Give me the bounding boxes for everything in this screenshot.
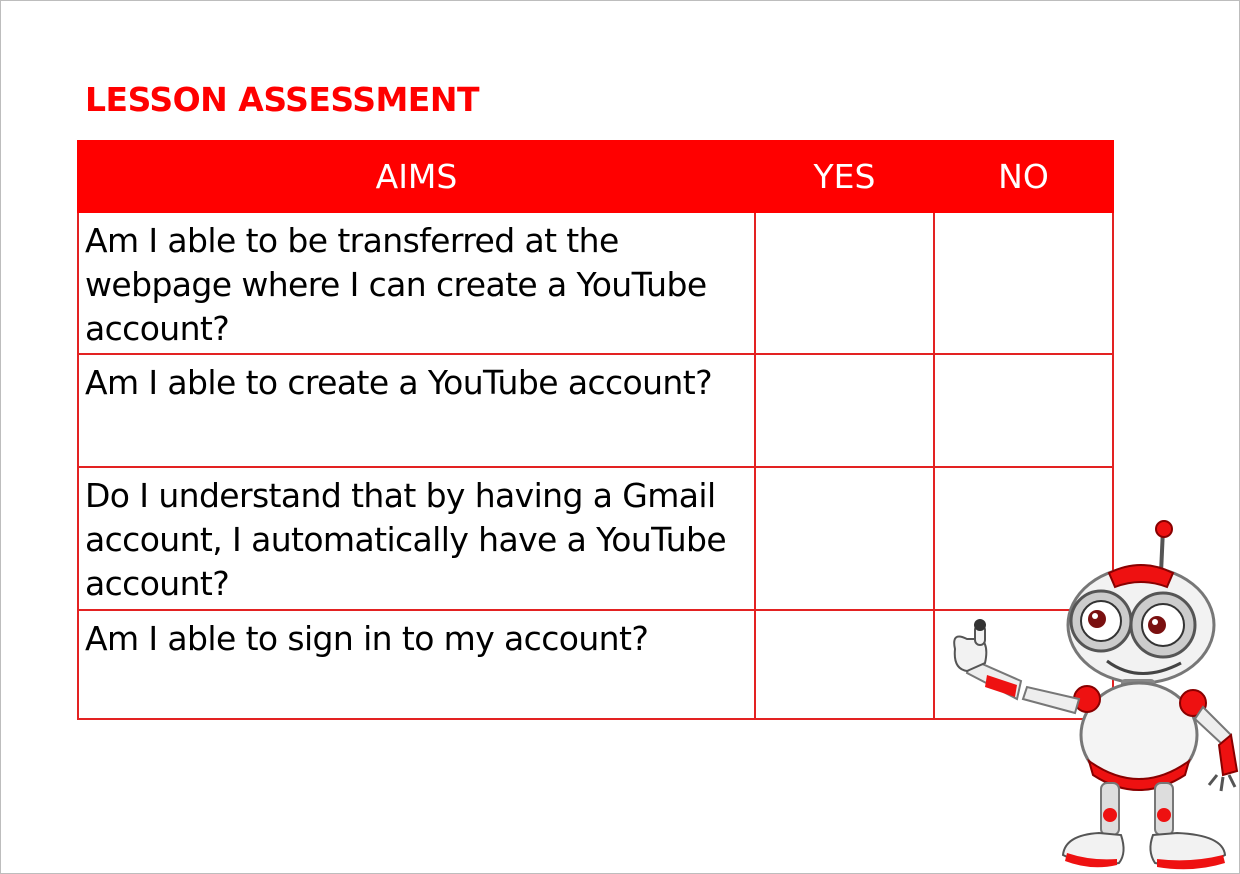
aim-cell: Am I able to create a YouTube account? <box>78 354 755 467</box>
aim-cell: Am I able to sign in to my account? <box>78 610 755 719</box>
robot-left-knee <box>1103 808 1117 822</box>
robot-thumb-tip <box>974 619 986 631</box>
no-cell[interactable] <box>934 354 1113 467</box>
header-row <box>78 141 1113 212</box>
yes-cell[interactable] <box>755 212 934 354</box>
header-aims: AIMS <box>78 141 755 212</box>
robot-left-pupil <box>1088 610 1106 628</box>
page-title: LESSON ASSESSMENT <box>85 80 479 119</box>
robot-right-knee <box>1157 808 1171 822</box>
aim-cell: Do I understand that by having a Gmail account, I automatically have a YouTube account? <box>78 467 755 610</box>
robot-antenna-tip <box>1156 521 1172 537</box>
yes-cell[interactable] <box>755 610 934 719</box>
no-cell[interactable] <box>934 212 1113 354</box>
aim-cell: Am I able to be transferred at the webpage where I can create a YouTube account? <box>78 212 755 354</box>
robot-left-glint <box>1092 613 1098 619</box>
robot-right-glint <box>1152 619 1158 625</box>
yes-cell[interactable] <box>755 354 934 467</box>
robot-thumbs-up-icon <box>941 513 1240 874</box>
header-no: NO <box>934 141 1113 212</box>
robot-right-pupil <box>1148 616 1166 634</box>
yes-cell[interactable] <box>755 467 934 610</box>
robot-left-arm <box>1023 687 1079 713</box>
table-row <box>78 354 1113 467</box>
table-row <box>78 212 1113 354</box>
header-yes: YES <box>755 141 934 212</box>
robot-right-hand <box>1209 775 1235 791</box>
